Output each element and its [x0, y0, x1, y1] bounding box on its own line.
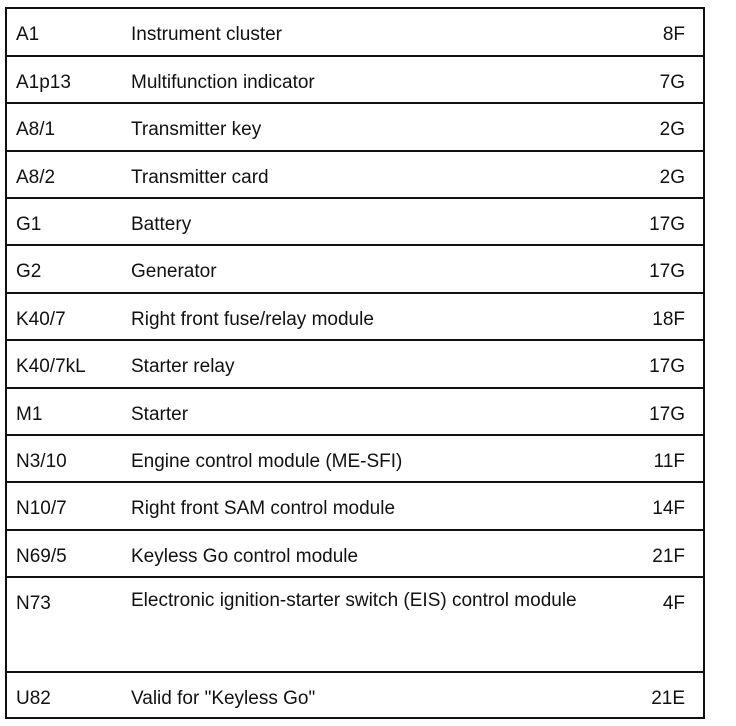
- table-row: [7, 436, 703, 483]
- component-description: Transmitter card: [131, 167, 269, 188]
- component-code: A1p13: [16, 72, 71, 93]
- component-table: [5, 7, 705, 719]
- grid-location: 14F: [652, 498, 685, 519]
- grid-location: 17G: [649, 214, 685, 235]
- table-row: [7, 531, 703, 578]
- component-code: N73: [16, 593, 51, 614]
- component-description: Valid for "Keyless Go": [131, 688, 316, 709]
- grid-location: 17G: [649, 356, 685, 377]
- table-row: [7, 57, 703, 104]
- component-description: Multifunction indicator: [131, 72, 315, 93]
- grid-location: 17G: [649, 261, 685, 282]
- grid-location: 17G: [649, 404, 685, 425]
- component-code: K40/7kL: [16, 356, 86, 377]
- component-code: A1: [16, 24, 40, 45]
- grid-location: 2G: [659, 167, 685, 188]
- component-description: Battery: [131, 214, 192, 235]
- table-row: [7, 104, 703, 152]
- grid-location: 4F: [662, 593, 685, 614]
- table-row: [7, 199, 703, 246]
- component-code: A8/2: [16, 167, 56, 188]
- component-code: A8/1: [16, 119, 56, 140]
- component-description: Transmitter key: [131, 119, 262, 140]
- component-description: Right front fuse/relay module: [131, 309, 374, 330]
- grid-location: 21F: [652, 546, 685, 567]
- table-row: [7, 578, 703, 673]
- grid-location: 2G: [659, 119, 685, 140]
- component-code: U82: [16, 688, 51, 709]
- grid-location: 7G: [659, 72, 685, 93]
- component-description: Keyless Go control module: [131, 546, 359, 567]
- component-description: Electronic ignition-starter switch (EIS) control module: [131, 590, 577, 611]
- component-code: K40/7: [16, 309, 66, 330]
- table-row: [7, 152, 703, 199]
- component-code: G2: [16, 261, 42, 282]
- grid-location: 8F: [662, 24, 685, 45]
- grid-location: 18F: [652, 309, 685, 330]
- grid-location: 11F: [653, 451, 685, 472]
- component-description: Generator: [131, 261, 217, 282]
- table-row: [7, 294, 703, 341]
- table-row: [7, 9, 703, 57]
- component-description: Right front SAM control module: [131, 498, 396, 519]
- component-description: Starter relay: [131, 356, 235, 377]
- table-row: [7, 483, 703, 531]
- component-code: N69/5: [16, 546, 67, 567]
- table-row: [7, 246, 703, 294]
- component-code: G1: [16, 214, 42, 235]
- component-description: Engine control module (ME-SFI): [131, 451, 403, 472]
- component-code: N3/10: [16, 451, 67, 472]
- component-description: Starter: [131, 404, 189, 425]
- table-row: [7, 341, 703, 389]
- table-row: [7, 389, 703, 436]
- component-code: M1: [16, 404, 43, 425]
- component-description: Instrument cluster: [131, 24, 282, 45]
- table-row: [7, 673, 703, 717]
- component-code: N10/7: [16, 498, 67, 519]
- grid-location: 21E: [651, 688, 685, 709]
